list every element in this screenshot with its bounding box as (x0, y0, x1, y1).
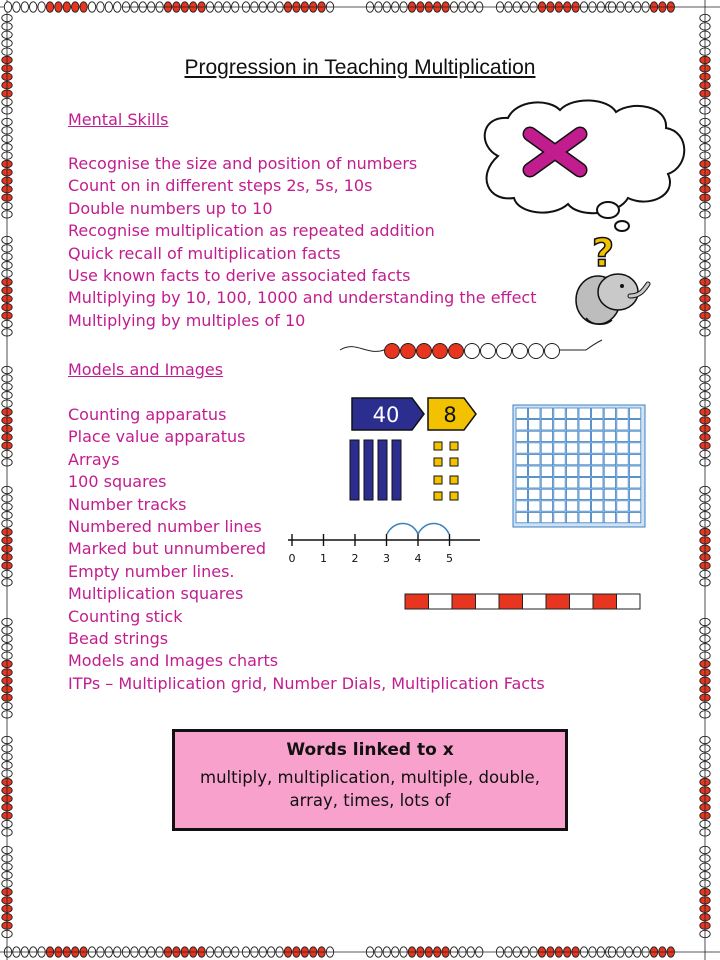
number-line (284, 518, 488, 568)
model-image-item: Bead strings (68, 629, 169, 648)
words-box-title: Words linked to x (286, 740, 454, 760)
number-line-label: 2 (351, 552, 359, 565)
mental-skill-item: Double numbers up to 10 (68, 198, 273, 218)
model-image-item: Place value apparatus (68, 427, 246, 447)
tens-label: 40 (372, 403, 400, 427)
mental-skill-item: Multiplying by multiples of 10 (68, 310, 306, 330)
mental-skill-item: Use known facts to derive associated facts (68, 266, 411, 285)
number-line-label: 3 (383, 552, 390, 565)
mental-skill-item: Recognise the size and position of numbers (68, 154, 418, 173)
mental-skill-item: Quick recall of multiplication facts (68, 243, 341, 263)
models-images-heading: Models and Images (68, 360, 224, 379)
page-title: Progression in Teaching Multiplication (184, 56, 536, 79)
model-image-item: ITPs – Multiplication grid, Number Dials, Multiplication Facts (68, 673, 545, 693)
words-box (172, 729, 568, 831)
model-image-item: Multiplication squares (68, 584, 244, 604)
mental-skill-item: Multiplying by 10, 100, 1000 and understanding the effect (68, 288, 537, 308)
number-line-label: 4 (414, 552, 422, 565)
counting-stick (404, 593, 642, 611)
number-line-label: 5 (446, 552, 453, 565)
model-image-item: Arrays (68, 449, 120, 469)
number-line-label: 0 (288, 552, 296, 565)
words-box-body: multiply, multiplication, multiple, double, array, times, lots of (200, 768, 540, 810)
model-image-item: Empty number lines. (68, 561, 235, 581)
model-image-item: 100 squares (68, 472, 167, 492)
place-value-arrows (350, 396, 480, 432)
hundred-square (512, 404, 646, 528)
thought-cloud (468, 96, 700, 236)
model-image-item: Marked but unnumbered (68, 539, 266, 559)
question-mark-icon: ? (592, 231, 615, 275)
model-image-item: Counting stick (68, 606, 183, 626)
model-image-item: Counting apparatus (68, 405, 227, 424)
model-image-item: Numbered number lines (68, 517, 262, 536)
mental-skill-item: Count on in different steps 2s, 5s, 10s (68, 176, 373, 196)
mental-skills-heading: Mental Skills (68, 110, 169, 129)
model-image-item: Number tracks (68, 494, 187, 514)
elephant-icon (566, 228, 656, 332)
mental-skill-item: Recognise multiplication as repeated addition (68, 221, 435, 241)
model-image-item: Models and Images charts (68, 651, 279, 671)
number-line-label: 1 (320, 552, 327, 565)
ones-label: 8 (443, 403, 457, 427)
base-ten-blocks (348, 438, 464, 504)
bead-string-decoration (336, 336, 606, 366)
